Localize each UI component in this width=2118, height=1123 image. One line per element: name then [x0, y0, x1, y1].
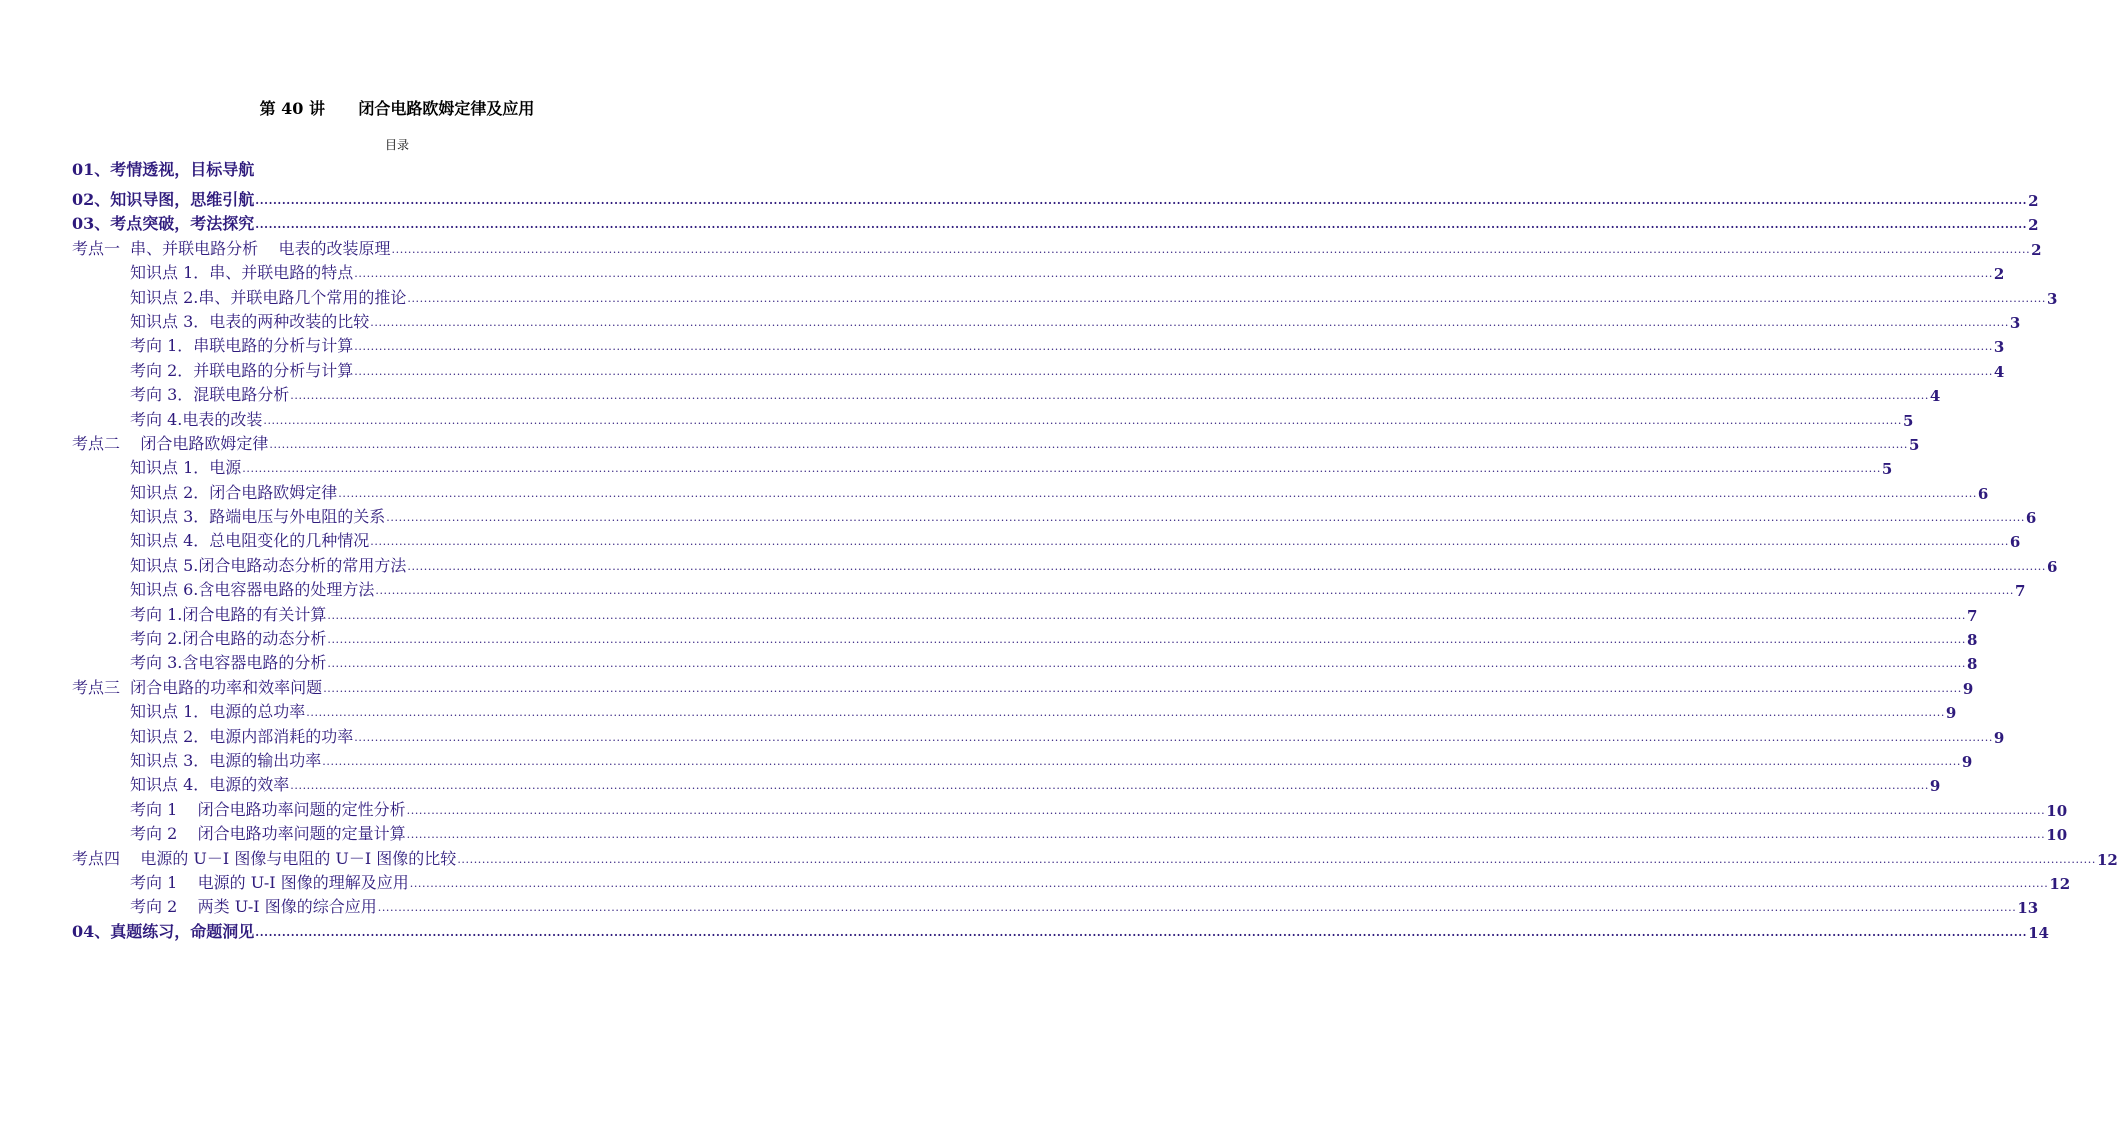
toc-leader-dots: ................................................................................................................................................................................................................................................................................................................................................................................................................ [407, 559, 2046, 573]
toc-entry-page: 10 [2046, 801, 2068, 820]
toc-entry[interactable] [72, 503, 2037, 528]
toc-leader-dots: ................................................................................................................................................................................................................................................................................................................................................................................................................ [370, 535, 2009, 549]
toc-entry-title: 知识点 3．电源的输出功率 [130, 750, 322, 770]
toc-entry-title: 考向 1.闭合电路的有关计算 [130, 604, 327, 624]
toc-entry-title: 考向 2．并联电路的分析与计算 [130, 360, 354, 380]
toc-leader-dots: ................................................................................................................................................................................................................................................................................................................................................................................................................ [327, 608, 1966, 622]
toc-entry-page: 2 [2031, 240, 2042, 259]
toc-entry[interactable] [72, 283, 2058, 308]
toc-leader-dots: ................................................................................................................................................................................................................................................................................................................................................................................................................ [269, 437, 1908, 451]
toc-entry-page: 6 [2047, 557, 2058, 576]
toc-entry-page: 9 [1945, 704, 1957, 723]
toc-entry-title: 考向 1．串联电路的分析与计算 [130, 336, 354, 356]
toc-entry[interactable] [72, 405, 1914, 430]
toc-leader-dots: ................................................................................................................................................................................................................................................................................................................................................................................................................ [255, 194, 2028, 207]
toc-entry-title: 知识点 4．电源的效率 [130, 775, 290, 795]
toc-entry-page: 4 [1993, 362, 2005, 381]
toc-entry[interactable] [72, 747, 1973, 771]
toc-entry[interactable] [72, 917, 2049, 942]
toc-entry[interactable] [72, 698, 1957, 723]
toc-entry[interactable] [72, 551, 2058, 576]
toc-entry-title: 知识点 1．电源的总功率 [130, 702, 306, 722]
toc-entry-title: 考点四 电源的 U－I 图像与电阻的 U－I 图像的比较 [72, 848, 457, 868]
toc-entry-title: 知识点 1．串、并联电路的特点 [130, 263, 354, 283]
toc-entry-title: 考向 1 闭合电路功率问题的定性分析 [130, 799, 406, 819]
toc-entry-title: 02、知识导图，思维引航 [72, 190, 255, 209]
toc-leader-dots: ................................................................................................................................................................................................................................................................................................................................................................................................................ [306, 706, 1945, 720]
toc-entry-page: 12 [2096, 850, 2118, 869]
toc-leader-dots: ................................................................................................................................................................................................................................................................................................................................................................................................................ [409, 876, 2049, 890]
toc-entry-title: 考向 3.含电容器电路的分析 [130, 653, 327, 673]
toc-leader-dots: ................................................................................................................................................................................................................................................................................................................................................................................................................ [354, 364, 1993, 378]
toc-entry-page: 8 [1967, 631, 1978, 650]
toc-entry-title: 知识点 1．电源 [130, 458, 242, 478]
toc-entry-page: 8 [1967, 655, 1978, 674]
toc-entry-page: 6 [1977, 484, 1989, 503]
toc-entry-title: 知识点 6.含电容器电路的处理方法 [130, 580, 375, 600]
toc-entry[interactable] [72, 625, 1978, 650]
toc-entry-page: 6 [2009, 533, 2021, 552]
toc-entry[interactable] [72, 454, 1893, 479]
toc-heading: 目录 [384, 138, 409, 152]
toc-entry-page: 2 [2028, 192, 2039, 210]
toc-entry-page: 4 [1929, 387, 1941, 406]
toc-leader-dots: ................................................................................................................................................................................................................................................................................................................................................................................................................ [327, 633, 1966, 647]
toc-entry[interactable] [72, 771, 1941, 796]
toc-leader-dots: ................................................................................................................................................................................................................................................................................................................................................................................................................ [327, 657, 1966, 671]
toc-entry[interactable] [72, 820, 2068, 845]
toc-entry-title: 考点三 闭合电路的功率和效率问题 [72, 677, 323, 697]
toc-entry-page: 13 [2017, 899, 2039, 918]
toc-leader-dots: ................................................................................................................................................................................................................................................................................................................................................................................................................ [377, 901, 2017, 915]
toc-leader-dots: ................................................................................................................................................................................................................................................................................................................................................................................................................ [370, 315, 2009, 329]
toc-entry-title: 知识点 3．路端电压与外电阻的关系 [130, 507, 386, 527]
toc-entry-title: 01、考情透视，目标导航 [72, 160, 255, 179]
toc-entry-title: 考向 2 两类 U-I 图像的综合应用 [130, 897, 377, 917]
toc-entry-page: 5 [1909, 435, 1920, 454]
toc-leader-dots: ................................................................................................................................................................................................................................................................................................................................................................................................................ [290, 779, 1929, 793]
toc-entry-title: 考向 4.电表的改装 [130, 409, 263, 429]
toc-entry-title: 04、真题练习，命题洞见 [72, 921, 255, 941]
toc-entry[interactable] [72, 381, 1941, 406]
toc-entry-title: 知识点 2．闭合电路欧姆定律 [130, 482, 338, 502]
document-title: 第 40 讲 闭合电路欧姆定律及应用 [259, 99, 535, 118]
toc-leader-dots: ................................................................................................................................................................................................................................................................................................................................................................................................................ [386, 511, 2025, 525]
toc-entry[interactable] [72, 259, 2005, 284]
toc-entry-title: 知识点 2．电源内部消耗的功率 [130, 726, 354, 746]
toc-entry-page: 9 [1962, 679, 1974, 698]
toc-entry-page: 14 [2028, 923, 2049, 942]
toc-leader-dots: ................................................................................................................................................................................................................................................................................................................................................................................................................ [457, 852, 2096, 866]
toc-entry-title: 考点二 闭合电路欧姆定律 [72, 433, 269, 453]
toc-leader-dots: ................................................................................................................................................................................................................................................................................................................................................................................................................ [242, 462, 1881, 476]
toc-entry-page: 3 [2047, 289, 2058, 308]
toc-entry-title: 知识点 4．总电阻变化的几种情况 [130, 531, 370, 551]
toc-entry-title: 考向 3．混联电路分析 [130, 385, 290, 405]
toc-entry-page: 10 [2046, 826, 2068, 845]
toc-entry-page: 6 [2025, 509, 2037, 528]
toc-entry[interactable] [72, 356, 2005, 381]
toc-entry[interactable] [72, 430, 1920, 454]
toc-entry-page: 3 [1993, 338, 2005, 357]
toc-entry[interactable] [72, 478, 1989, 503]
toc-entry[interactable] [72, 180, 2039, 210]
toc-entry-title: 考向 1 电源的 U-I 图像的理解及应用 [130, 872, 409, 892]
toc-entry-page: 9 [1993, 728, 2005, 747]
toc-entry[interactable] [72, 527, 2021, 552]
toc-leader-dots: ................................................................................................................................................................................................................................................................................................................................................................................................................ [255, 925, 2028, 939]
toc-entry[interactable] [72, 308, 2021, 332]
toc-entry-title: 考向 2 闭合电路功率问题的定量计算 [130, 824, 406, 844]
toc-entry[interactable] [72, 795, 2068, 820]
toc-entry[interactable] [72, 844, 2118, 869]
toc-entry[interactable] [72, 893, 2039, 918]
toc-entry-page: 3 [2009, 313, 2021, 332]
toc-entry-title: 知识点 5.闭合电路动态分析的常用方法 [130, 555, 407, 575]
toc-entry-page: 9 [1961, 752, 1973, 771]
toc-entry-title: 知识点 3．电表的两种改装的比较 [130, 311, 370, 331]
toc-entry-page: 7 [1967, 606, 1978, 625]
toc-entry[interactable] [72, 234, 2042, 259]
toc-entry-page: 7 [2015, 582, 2026, 601]
toc-leader-dots: ................................................................................................................................................................................................................................................................................................................................................................................................................ [406, 803, 2046, 817]
toc-entry[interactable] [72, 649, 1978, 674]
toc-entry-page: 2 [1993, 265, 2005, 284]
toc-leader-dots: ................................................................................................................................................................................................................................................................................................................................................................................................................ [354, 730, 1993, 744]
toc-entry[interactable] [72, 152, 723, 180]
toc-entry[interactable] [72, 576, 2026, 601]
toc-leader-dots: ................................................................................................................................................................................................................................................................................................................................................................................................................ [354, 267, 1993, 281]
toc-leader-dots: ................................................................................................................................................................................................................................................................................................................................................................................................................ [407, 291, 2046, 305]
toc-entry[interactable] [72, 869, 2071, 893]
toc-entry[interactable] [72, 673, 1974, 698]
toc-leader-dots: ................................................................................................................................................................................................................................................................................................................................................................................................................ [391, 242, 2031, 256]
toc-entry-title: 知识点 2.串、并联电路几个常用的推论 [130, 287, 407, 307]
toc-entry-page: 5 [1881, 460, 1893, 479]
toc-entry[interactable] [72, 600, 1978, 625]
toc-entry-page: 5 [1903, 411, 1914, 430]
toc-entry-page: 2 [2028, 216, 2039, 235]
toc-leader-dots: ................................................................................................................................................................................................................................................................................................................................................................................................................ [375, 584, 2014, 598]
toc-entry[interactable] [72, 210, 2039, 235]
toc-leader-dots: ................................................................................................................................................................................................................................................................................................................................................................................................................ [354, 340, 1993, 354]
toc-leader-dots: ................................................................................................................................................................................................................................................................................................................................................................................................................ [255, 218, 2028, 232]
toc-entry[interactable] [72, 722, 2005, 747]
toc-entry-page: 9 [1929, 777, 1941, 796]
toc-leader-dots: ................................................................................................................................................................................................................................................................................................................................................................................................................ [290, 389, 1929, 403]
toc-entry-page: 12 [2049, 874, 2071, 893]
toc-leader-dots: ................................................................................................................................................................................................................................................................................................................................................................................................................ [323, 681, 1962, 695]
toc-leader-dots: ................................................................................................................................................................................................................................................................................................................................................................................................................ [263, 413, 1902, 427]
toc-leader-dots: ................................................................................................................................................................................................................................................................................................................................................................................................................ [322, 754, 1961, 768]
toc-leader-dots: ................................................................................................................................................................................................................................................................................................................................................................................................................ [338, 486, 1977, 500]
toc-leader-dots: ................................................................................................................................................................................................................................................................................................................................................................................................................ [406, 828, 2046, 842]
toc-entry-title: 03、考点突破，考法探究 [72, 214, 255, 234]
toc-entry-title: 考点一 串、并联电路分析 电表的改装原理 [72, 238, 391, 258]
toc-entry-title: 考向 2.闭合电路的动态分析 [130, 629, 327, 649]
toc-entry[interactable] [72, 332, 2005, 357]
table-of-contents [72, 152, 2118, 942]
